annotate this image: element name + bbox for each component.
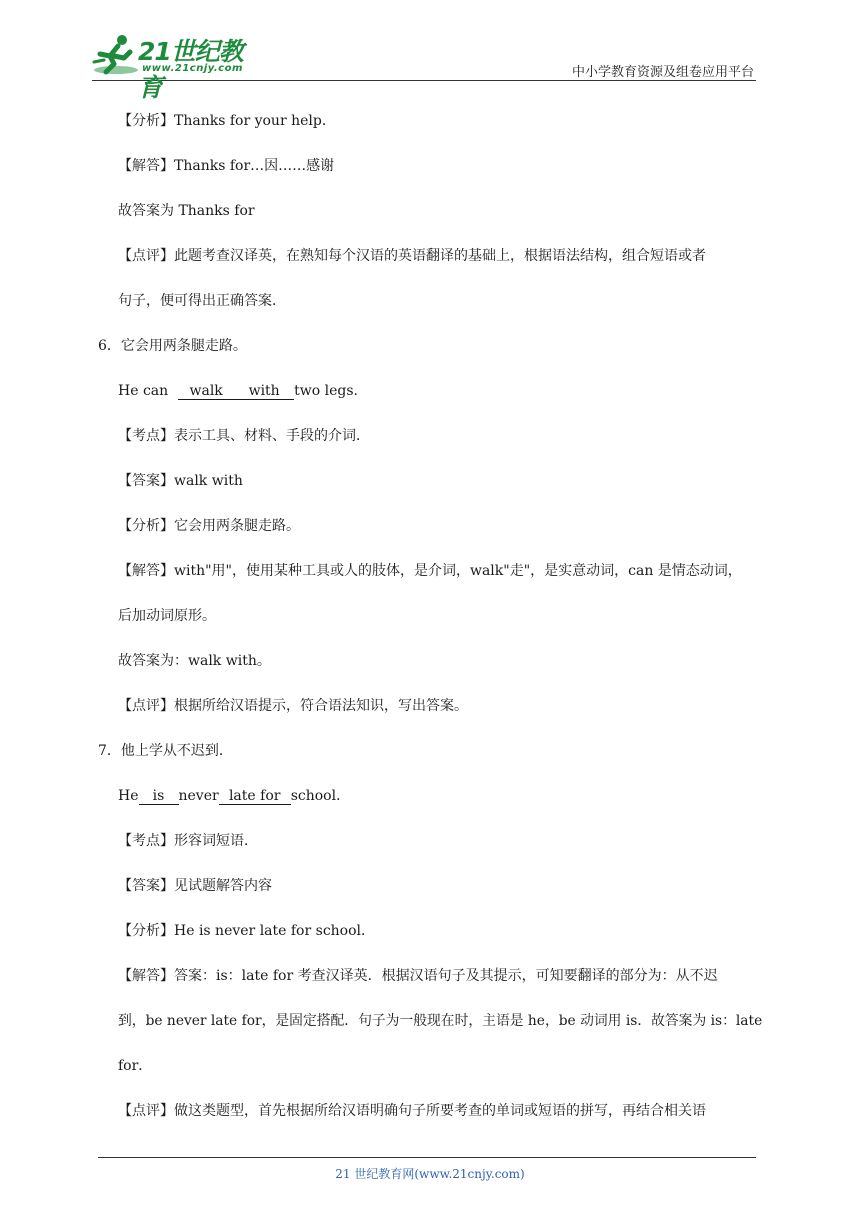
q7-comment-line-1: 【点评】做这类题型，首先根据所给汉语明确句子所要考查的单词或短语的拼写，再结合相关语 bbox=[118, 1103, 706, 1119]
q6-blank-1: walk bbox=[178, 383, 234, 400]
q5-comment-line-2: 句子，便可得出正确答案． bbox=[118, 293, 286, 309]
q5-comment-line-1: 【点评】此题考查汉译英，在熟知每个汉语的英语翻译的基础上，根据语法结构，组合短语或者 bbox=[118, 248, 706, 264]
q7-title: 7．他上学从不迟到． bbox=[98, 743, 233, 759]
site-logo bbox=[92, 32, 262, 102]
q7-sentence-mid: never bbox=[178, 788, 219, 804]
logo-title: 21世纪教育 bbox=[138, 37, 243, 102]
q5-answer-is: 故答案为 Thanks for bbox=[118, 203, 255, 219]
q6-sentence bbox=[118, 381, 358, 401]
q7-solution-line-2: 到，be never late for，是固定搭配．句子为一般现在时，主语是 he，be 动词用 is．故答案为 is：late bbox=[118, 1013, 763, 1029]
q7-sentence-start: He bbox=[118, 788, 139, 804]
q6-solution-line-1: 【解答】with"用"，使用某种工具或人的肢体，是介词，walk"走"，是实意动词，can 是情态动词， bbox=[118, 563, 742, 579]
footer-divider bbox=[98, 1157, 756, 1158]
page-header bbox=[92, 28, 756, 102]
q7-solution-line-1: 【解答】答案：is：late for 考查汉译英．根据汉语句子及其提示，可知要翻译的部分为：从不迟 bbox=[118, 968, 718, 984]
q6-answer: 【答案】walk with bbox=[118, 473, 243, 489]
q7-solution-line-3: for． bbox=[118, 1058, 153, 1074]
q6-sentence-start: He can bbox=[118, 383, 169, 399]
q7-analysis: 【分析】He is never late for school． bbox=[118, 923, 376, 939]
q6-sentence-end: two legs. bbox=[294, 383, 359, 399]
q5-analysis: 【分析】Thanks for your help． bbox=[118, 113, 336, 129]
q7-blank-1: is bbox=[139, 788, 179, 805]
q6-solution-line-2: 后加动词原形。 bbox=[118, 608, 216, 624]
q6-comment: 【点评】根据所给汉语提示，符合语法知识，写出答案。 bbox=[118, 698, 468, 714]
q6-blank-2: with bbox=[234, 383, 294, 400]
q7-blank-2: late for bbox=[219, 788, 291, 805]
runner-logo-icon bbox=[92, 32, 140, 76]
logo-url: www.21cnjy.com bbox=[142, 63, 243, 74]
q6-title: 6．它会用两条腿走路。 bbox=[98, 338, 247, 354]
q6-answer-is: 故答案为：walk with。 bbox=[118, 653, 271, 669]
q7-answer: 【答案】见试题解答内容 bbox=[118, 878, 272, 894]
platform-name: 中小学教育资源及组卷应用平台 bbox=[571, 65, 754, 80]
q6-analysis: 【分析】它会用两条腿走路。 bbox=[118, 518, 300, 534]
q7-point: 【考点】形容词短语． bbox=[118, 833, 258, 849]
q7-sentence bbox=[118, 786, 350, 806]
q7-sentence-end: school． bbox=[290, 788, 351, 804]
footer-text[interactable]: 21 世纪教育网(www.21cnjy.com) bbox=[335, 1167, 525, 1181]
q6-point: 【考点】表示工具、材料、手段的介词． bbox=[118, 428, 370, 444]
q5-solution: 【解答】Thanks for…因……感谢 bbox=[118, 158, 335, 174]
